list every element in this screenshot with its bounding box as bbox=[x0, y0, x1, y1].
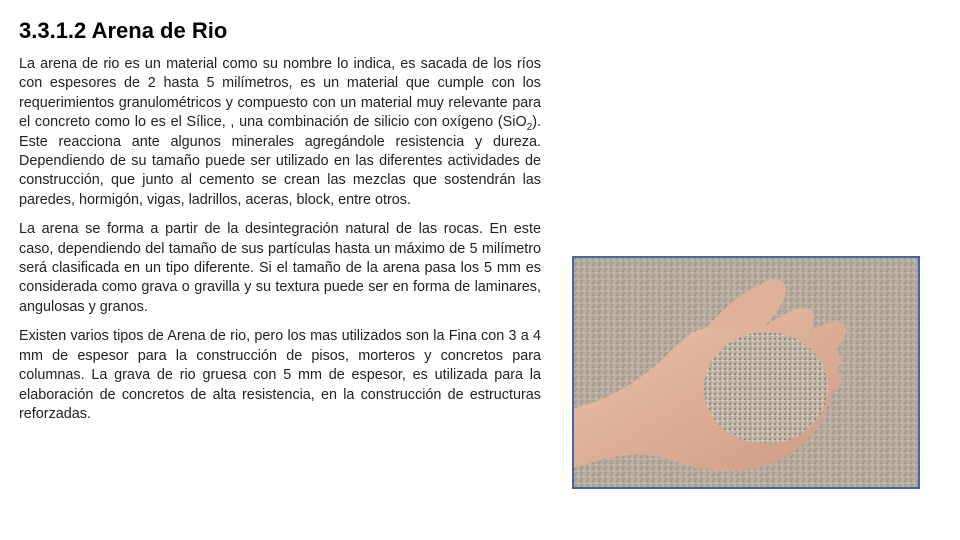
sand-pile bbox=[704, 332, 828, 444]
slide-body-text bbox=[19, 55, 541, 434]
hand-with-sand-illustration bbox=[574, 258, 918, 487]
paragraph-1-text-a: La arena de rio es un material como su nombre lo indica, es sacada de los ríos con espesores de 2 hasta 5 milímetros, es un material que cumple con los requerimientos granulométricos y compuesto con un material muy relevante para el concreto como lo es el Sílice, , una combinación de silicio con oxígeno (SiO bbox=[19, 56, 541, 131]
hand-with-sand-photo bbox=[572, 256, 920, 489]
paragraph-1-subscript: 2 bbox=[526, 122, 533, 134]
paragraph-1 bbox=[19, 55, 541, 210]
paragraph-2: La arena se forma a partir de la desintegración natural de las rocas. En este caso, dependiendo del tamaño de sus partículas hasta un máximo de 5 milímetro será clasificada en un tipo diferente. Si el tamaño de la arena pasa los 5 mm es considerada como grava o gravilla y su textura puede ser en forma de laminares, angulosas y granos. bbox=[19, 221, 541, 315]
paragraph-3: Existen varios tipos de Arena de rio, pero los mas utilizados son la Fina con 3 a 4 mm de espesor para la construcción de pisos, morteros y concretos para columnas. La grava de rio gruesa con 5 mm de espesor, es utilizada para la elaboración de concretos de alta resistencia, en la construcción de estructuras reforzadas. bbox=[19, 328, 541, 422]
slide-title: 3.3.1.2 Arena de Rio bbox=[19, 18, 228, 43]
paragraph-1-text-b: ). Este reacciona ante algunos minerales agregándole resistencia y dureza. Dependiendo de su tamaño puede ser utilizado en las diferentes actividades de construcción, que junto al cemento se crean las mezclas que sostendrán las paredes, hormigón, vigas, ladrillos, aceras, block, entre otros. bbox=[19, 114, 541, 208]
